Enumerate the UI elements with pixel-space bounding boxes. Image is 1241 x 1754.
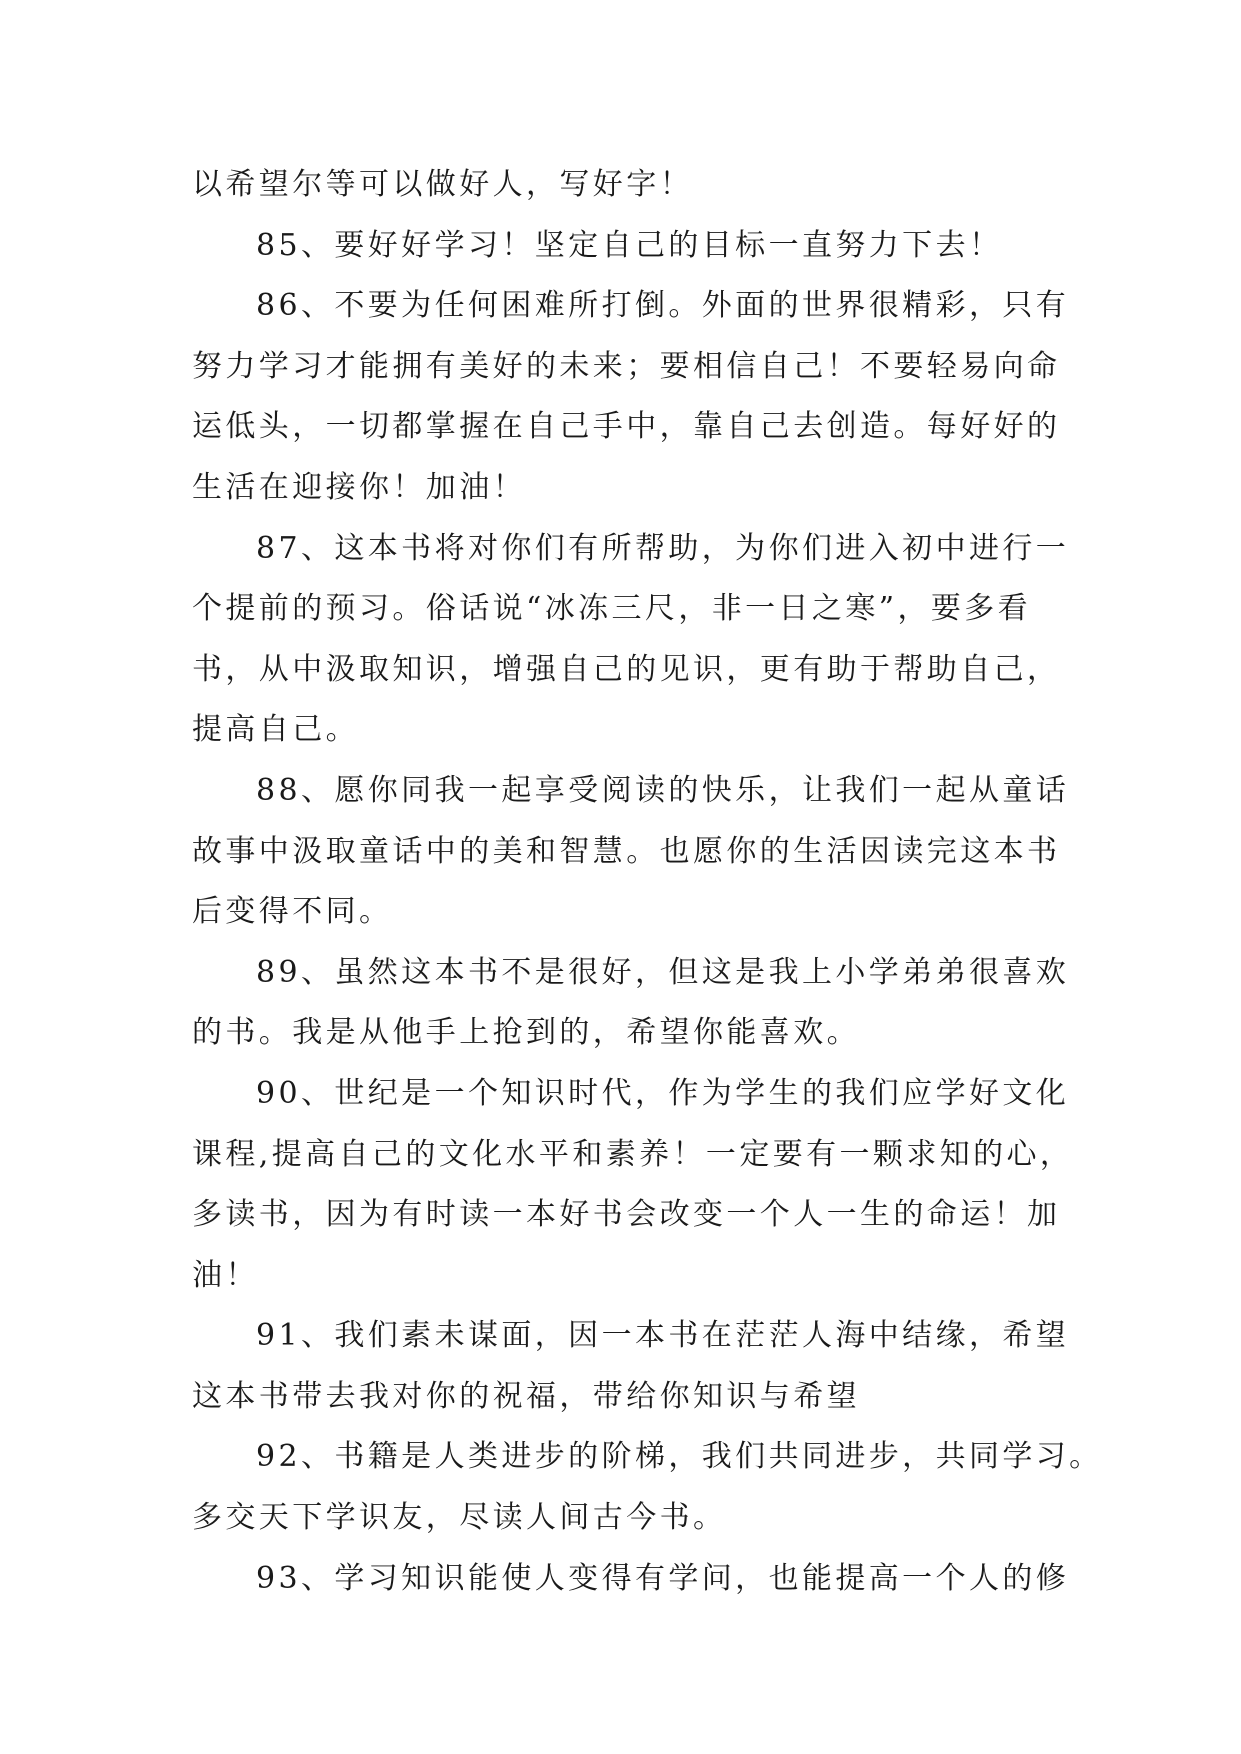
text-line: 课程,提高自己的文化水平和素养！一定要有一颗求知的心， <box>192 1136 1074 1172</box>
text-line: 努力学习才能拥有美好的未来；要相信自己！不要轻易向命 <box>192 348 1061 384</box>
text-line: 88、愿你同我一起享受阅读的快乐，让我们一起从童话 <box>256 772 1070 808</box>
text-line: 多交天下学识友，尽读人间古今书。 <box>192 1500 727 1536</box>
text-line: 93、学习知识能使人变得有学问，也能提高一个人的修 <box>256 1560 1070 1596</box>
text-line: 提高自己。 <box>192 712 359 748</box>
text-line: 油！ <box>192 1257 259 1293</box>
text-line: 92、书籍是人类进步的阶梯，我们共同进步，共同学习。 <box>256 1439 1103 1475</box>
text-line: 85、要好好学习！坚定自己的目标一直努力下去！ <box>256 227 1003 263</box>
text-line: 这本书带去我对你的祝福，带给你知识与希望 <box>192 1378 860 1414</box>
text-line: 90、世纪是一个知识时代，作为学生的我们应学好文化 <box>256 1075 1070 1111</box>
document-body <box>192 155 1103 1609</box>
text-line: 后变得不同。 <box>192 894 393 930</box>
text-line: 91、我们素未谋面，因一本书在茫茫人海中结缘，希望 <box>256 1318 1070 1354</box>
text-line: 86、不要为任何困难所打倒。外面的世界很精彩，只有 <box>256 288 1070 324</box>
text-line: 89、虽然这本书不是很好，但这是我上小学弟弟很喜欢 <box>256 954 1070 990</box>
text-line: 87、这本书将对你们有所帮助，为你们进入初中进行一 <box>256 530 1070 566</box>
text-line: 以希望尔等可以做好人，写好字！ <box>192 167 693 202</box>
text-line: 个提前的预习。俗话说“冰冻三尺，非一日之寒”，要多看 <box>192 591 1032 627</box>
text-line: 故事中汲取童话中的美和智慧。也愿你的生活因读完这本书 <box>192 833 1061 869</box>
text-line: 运低头，一切都掌握在自己手中，靠自己去创造。每好好的 <box>192 409 1061 445</box>
text-line: 的书。我是从他手上抢到的，希望你能喜欢。 <box>192 1015 860 1051</box>
text-line: 多读书，因为有时读一本好书会改变一个人一生的命运！加 <box>192 1197 1061 1233</box>
text-line: 生活在迎接你！加油！ <box>192 469 526 505</box>
text-line: 书，从中汲取知识，增强自己的见识，更有助于帮助自己， <box>192 651 1061 687</box>
